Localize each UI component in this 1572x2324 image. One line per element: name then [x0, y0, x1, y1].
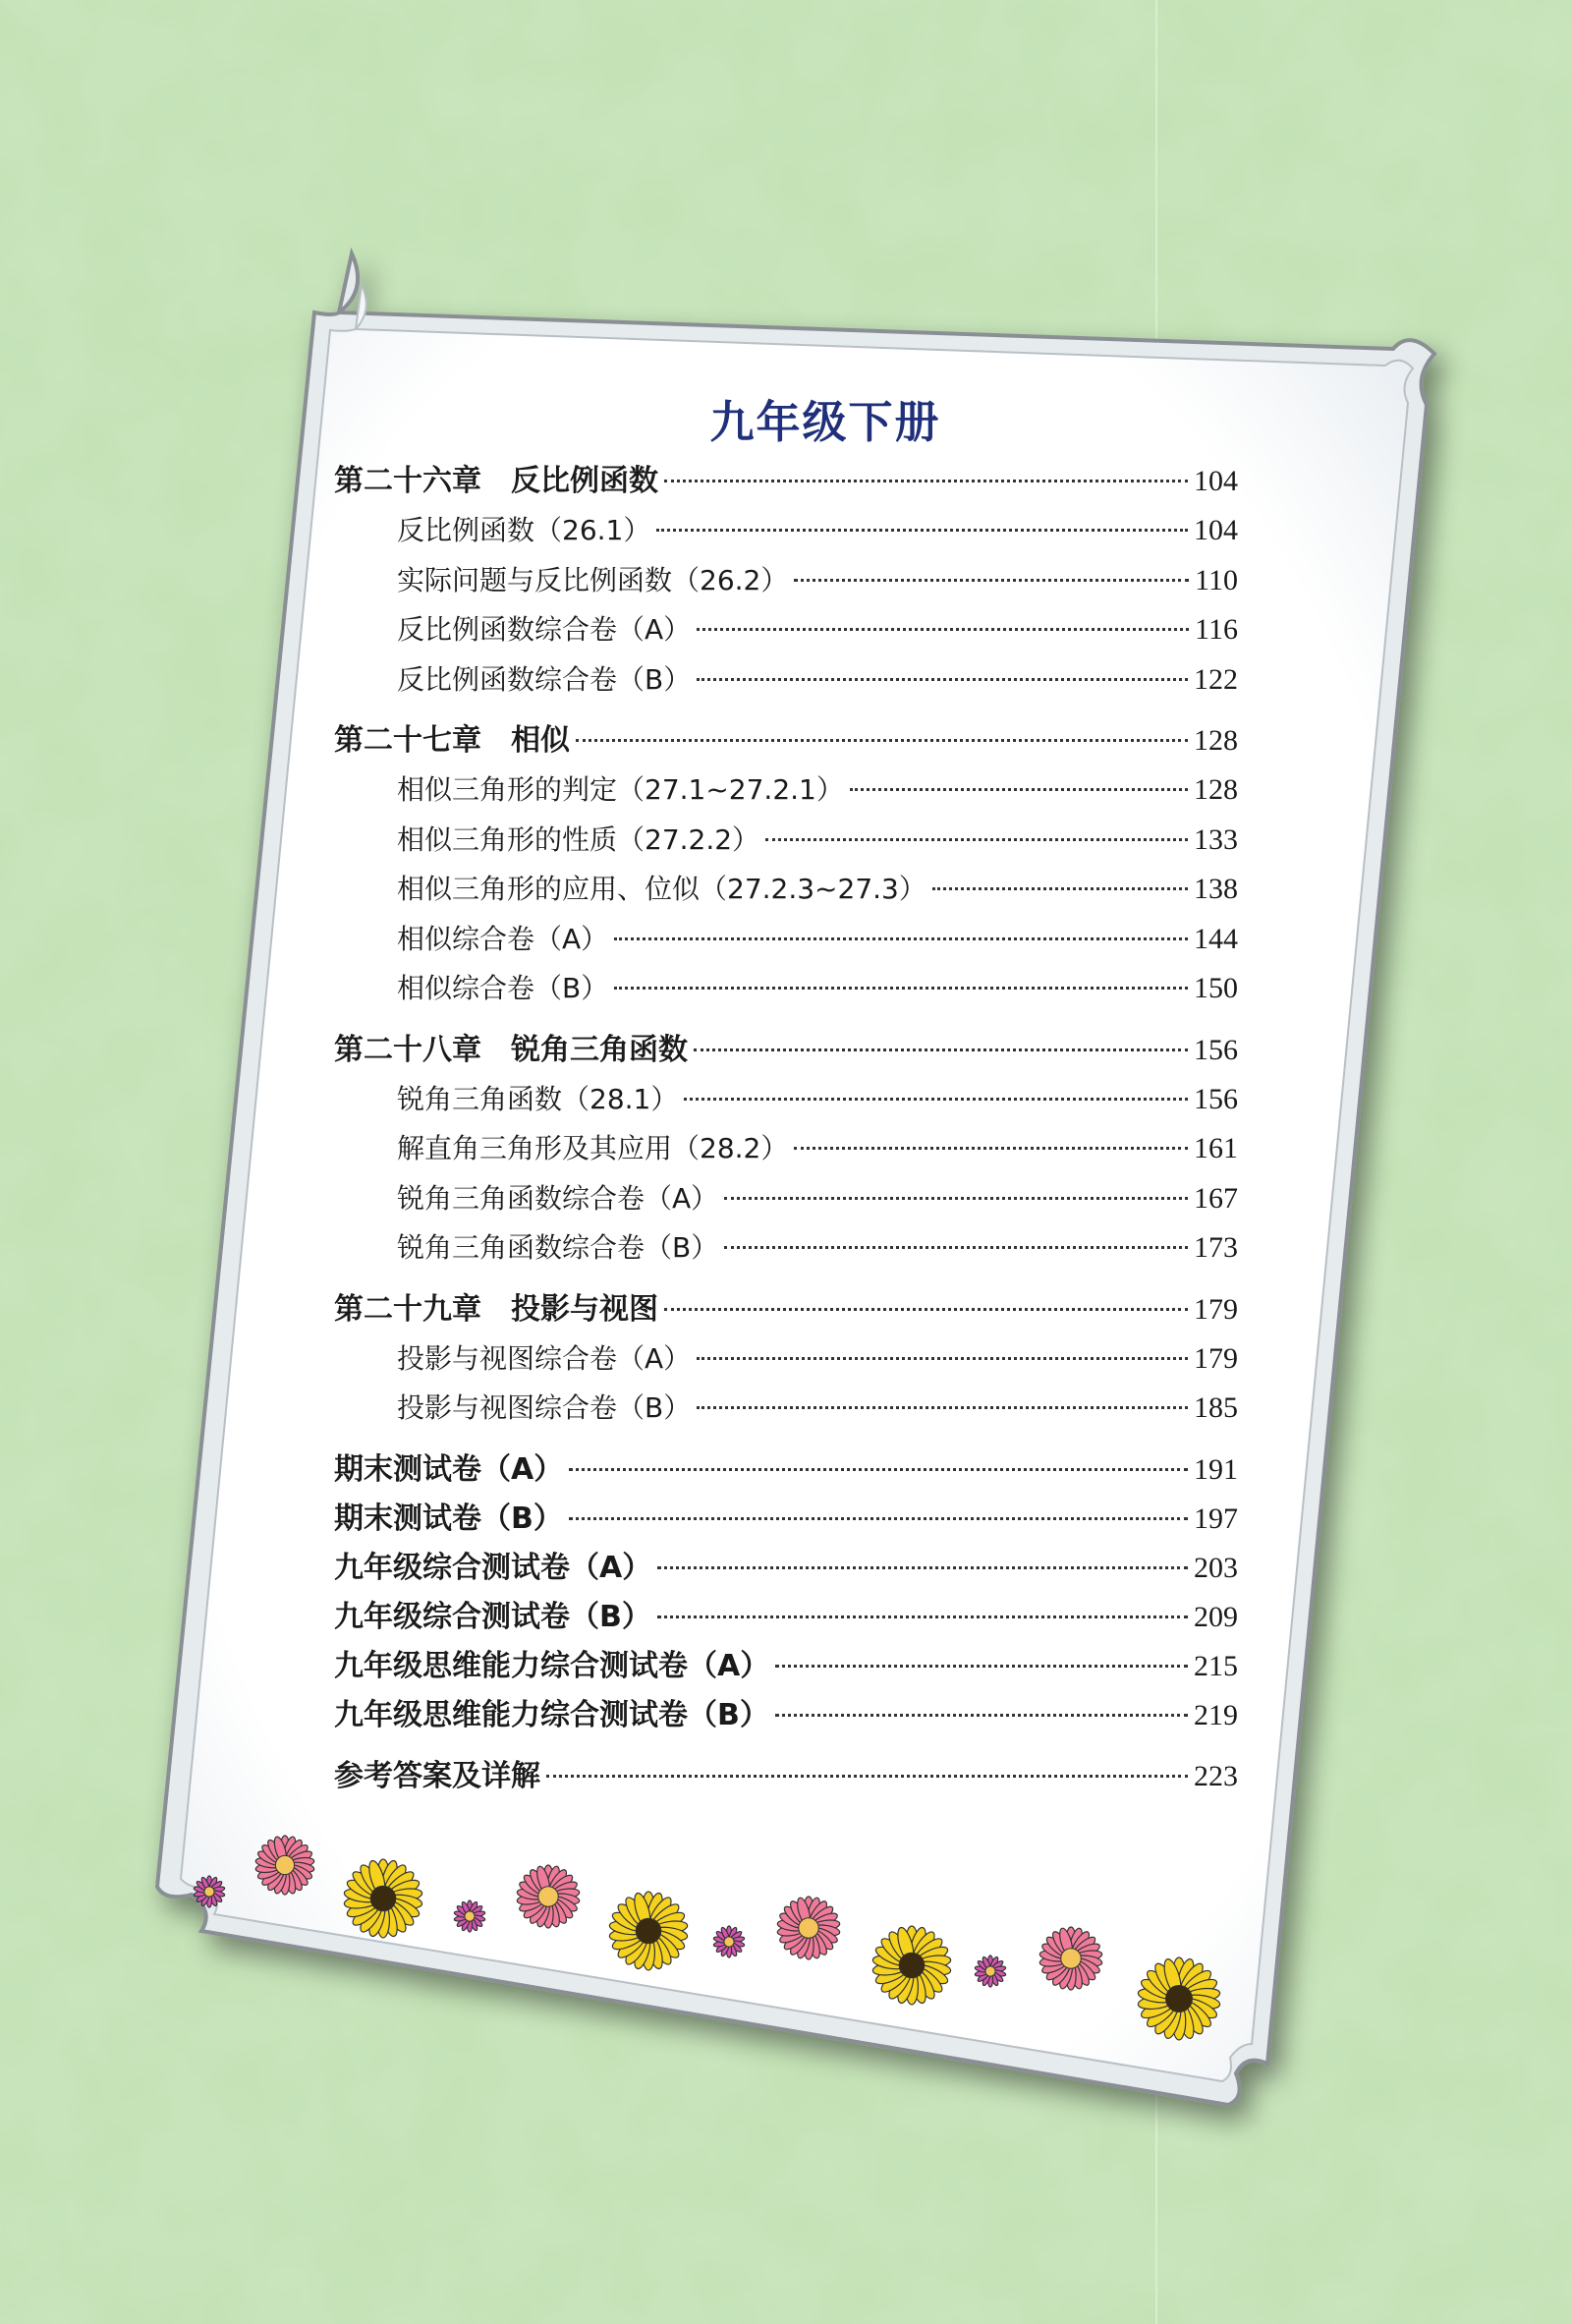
leader-dots — [657, 1566, 1188, 1569]
page-number: 173 — [1194, 1231, 1238, 1264]
section-label: 解直角三角形及其应用（28.2） — [397, 1132, 789, 1164]
section-label: 锐角三角函数综合卷（A） — [397, 1181, 719, 1215]
leader-dots — [614, 987, 1188, 990]
leader-dots — [664, 1308, 1188, 1311]
leader-dots — [569, 1468, 1188, 1471]
page-number: 203 — [1194, 1551, 1238, 1584]
toc-chapter-29[interactable] — [334, 1285, 1238, 1334]
toc-final-test[interactable] — [334, 1691, 1238, 1740]
leader-dots — [697, 1357, 1188, 1360]
toc-section[interactable] — [334, 915, 1238, 965]
leader-dots — [569, 1517, 1188, 1520]
final-test-label: 期末测试卷（A） — [334, 1451, 564, 1487]
leader-dots — [694, 1049, 1188, 1051]
leader-dots — [775, 1665, 1188, 1668]
page-number: 116 — [1195, 613, 1238, 646]
toc-final-test[interactable] — [334, 1593, 1238, 1642]
leader-dots — [775, 1714, 1188, 1717]
toc-section[interactable] — [334, 816, 1238, 866]
toc-section[interactable] — [334, 1384, 1238, 1434]
final-test-label: 九年级思维能力综合测试卷（A） — [334, 1648, 770, 1683]
page-number: 122 — [1194, 662, 1238, 696]
page-number: 138 — [1194, 873, 1238, 905]
section-label: 反比例函数综合卷（A） — [397, 613, 692, 646]
toc-section[interactable] — [334, 1334, 1238, 1385]
toc-section[interactable] — [334, 655, 1238, 706]
page-number: 104 — [1194, 514, 1238, 546]
final-test-label: 九年级思维能力综合测试卷（B） — [334, 1697, 769, 1732]
section-label: 相似三角形的判定（27.1~27.2.1） — [397, 773, 844, 806]
toc-section[interactable] — [334, 964, 1238, 1014]
page-title: 九年级下册 — [709, 396, 941, 448]
toc-final-test[interactable] — [334, 1445, 1238, 1495]
leader-dots — [765, 838, 1188, 841]
toc-chapter-27[interactable] — [334, 716, 1238, 765]
section-label: 相似三角形的应用、位似（27.2.3~27.3） — [397, 873, 926, 905]
toc-section[interactable] — [334, 1174, 1238, 1224]
table-of-contents — [334, 388, 1238, 1801]
page-number: 179 — [1194, 1341, 1238, 1375]
toc-section[interactable] — [334, 1223, 1238, 1274]
toc-final-test[interactable] — [334, 1642, 1238, 1691]
leader-dots — [697, 678, 1188, 681]
section-label: 反比例函数综合卷（B） — [397, 662, 692, 696]
leader-dots — [614, 937, 1188, 940]
toc-section[interactable] — [334, 865, 1238, 915]
page-number: 156 — [1194, 1033, 1238, 1066]
chapter-label: 第二十七章 相似 — [334, 723, 570, 758]
toc-section[interactable] — [334, 556, 1238, 606]
section-label: 投影与视图综合卷（A） — [397, 1341, 692, 1375]
page-number: 223 — [1194, 1759, 1238, 1792]
leader-dots — [850, 788, 1188, 791]
section-label: 投影与视图综合卷（B） — [397, 1391, 692, 1424]
leader-dots — [684, 1098, 1188, 1101]
leader-dots — [724, 1197, 1188, 1200]
final-test-label: 九年级综合测试卷（A） — [334, 1550, 652, 1585]
page-number: 156 — [1194, 1082, 1238, 1115]
page-number: 185 — [1194, 1391, 1238, 1424]
answers-label: 参考答案及详解 — [334, 1758, 540, 1793]
leader-dots — [697, 628, 1189, 631]
section-label: 锐角三角函数综合卷（B） — [397, 1231, 719, 1264]
chapter-label: 第二十八章 锐角三角函数 — [334, 1032, 688, 1067]
toc-section[interactable] — [334, 506, 1238, 556]
leader-dots — [664, 480, 1188, 482]
section-label: 锐角三角函数（28.1） — [397, 1082, 679, 1115]
page-number: 219 — [1194, 1698, 1238, 1731]
toc-section[interactable] — [334, 1124, 1238, 1174]
chapter-label: 第二十九章 投影与视图 — [334, 1291, 658, 1327]
section-label: 相似三角形的性质（27.2.2） — [397, 822, 760, 856]
page-number: 144 — [1194, 922, 1238, 955]
leader-dots — [656, 529, 1188, 532]
toc-section[interactable] — [334, 605, 1238, 655]
page-number: 161 — [1194, 1132, 1238, 1164]
toc-final-test[interactable] — [334, 1495, 1238, 1544]
page-number: 167 — [1194, 1181, 1238, 1215]
page-number: 104 — [1194, 465, 1238, 497]
toc-chapter-28[interactable] — [334, 1026, 1238, 1075]
final-test-label: 期末测试卷（B） — [334, 1501, 563, 1536]
page-number: 150 — [1194, 972, 1238, 1004]
leader-dots — [794, 579, 1189, 582]
leader-dots — [697, 1406, 1188, 1409]
section-label: 反比例函数（26.1） — [397, 514, 651, 546]
page-number: 128 — [1194, 724, 1238, 757]
toc-section[interactable] — [334, 765, 1238, 816]
leader-dots — [546, 1775, 1188, 1778]
chapter-label: 第二十六章 反比例函数 — [334, 464, 658, 498]
leader-dots — [724, 1246, 1188, 1249]
page-number: 191 — [1194, 1452, 1238, 1486]
toc-section[interactable] — [334, 1075, 1238, 1125]
page-number: 197 — [1194, 1502, 1238, 1535]
section-label: 相似综合卷（B） — [397, 972, 609, 1004]
leader-dots — [932, 887, 1188, 890]
leader-dots — [576, 739, 1188, 742]
page-number: 179 — [1194, 1292, 1238, 1326]
final-test-label: 九年级综合测试卷（B） — [334, 1599, 651, 1634]
page-number: 128 — [1194, 773, 1238, 806]
page-number: 209 — [1194, 1600, 1238, 1633]
section-label: 相似综合卷（A） — [397, 922, 609, 955]
page-number: 133 — [1194, 822, 1238, 856]
leader-dots — [794, 1147, 1188, 1150]
page-number: 110 — [1195, 563, 1238, 596]
section-label: 实际问题与反比例函数（26.2） — [397, 563, 789, 596]
toc-final-test[interactable] — [334, 1544, 1238, 1593]
page-number: 215 — [1194, 1649, 1238, 1682]
leader-dots — [657, 1615, 1188, 1618]
toc-answers[interactable] — [334, 1752, 1238, 1801]
toc-chapter-26[interactable] — [334, 457, 1238, 506]
